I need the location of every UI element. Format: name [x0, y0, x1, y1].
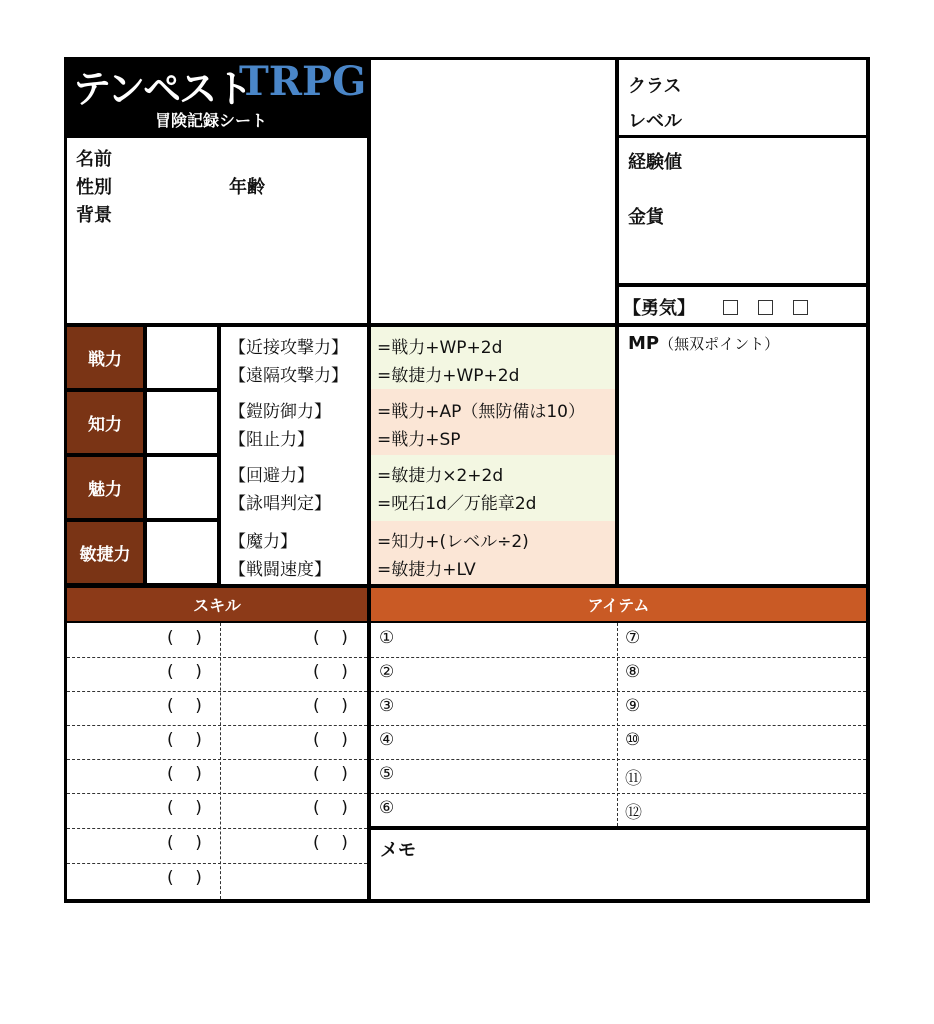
stat-value-binshouryoku[interactable] — [147, 522, 217, 583]
item-slot-6[interactable]: ⑥ — [379, 798, 395, 818]
skill-left-level-6[interactable]: ( ) — [167, 798, 202, 818]
mp-title — [628, 333, 779, 354]
sex-label: 性別 — [76, 177, 112, 198]
logo-kana: テンペスト — [73, 67, 252, 111]
mp-box[interactable] — [619, 327, 866, 584]
item-slot-2[interactable]: ② — [379, 662, 395, 682]
formula-label-evasion: 【回避力】 — [229, 466, 314, 486]
skill-right-level-7[interactable]: ( ) — [313, 833, 348, 853]
age-label: 年齢 — [229, 177, 265, 198]
courage-text: 【勇気】 — [623, 298, 695, 319]
item-row-divider — [371, 759, 866, 760]
skill-right-level-2[interactable]: ( ) — [313, 662, 348, 682]
sheet-subtitle: 冒険記録シート — [155, 111, 268, 130]
skill-right-level-4[interactable]: ( ) — [313, 730, 348, 750]
class-level-box — [619, 60, 866, 135]
skill-left-level-4[interactable]: ( ) — [167, 730, 202, 750]
formula-melee: =戦力+WP+2d — [377, 338, 503, 358]
stat-label-senryoku: 戦力 — [67, 327, 143, 388]
item-row-divider — [371, 793, 866, 794]
skill-right-level-1[interactable]: ( ) — [313, 628, 348, 648]
courage-checkbox-2[interactable] — [758, 300, 773, 315]
background-label: 背景 — [76, 205, 112, 226]
item-row-divider — [371, 725, 866, 726]
item-row-divider — [371, 691, 866, 692]
skill-right-level-3[interactable]: ( ) — [313, 696, 348, 716]
formula-label-ranged: 【遠隔攻撃力】 — [229, 366, 348, 386]
formula-column — [371, 327, 615, 584]
level-label: レベル — [628, 111, 682, 132]
item-slot-8[interactable]: ⑧ — [625, 662, 641, 682]
skill-left-level-5[interactable]: ( ) — [167, 764, 202, 784]
formula-label-armor: 【鎧防御力】 — [229, 402, 331, 422]
formula-magic: =知力+(レベル÷2) — [377, 532, 529, 552]
skill-list — [67, 623, 367, 899]
formula-speed: =敏捷力+LV — [377, 560, 476, 580]
formula-cast: =呪石1d／万能章2d — [377, 494, 537, 514]
item-slot-1[interactable]: ① — [379, 628, 395, 648]
formula-label-melee: 【近接攻撃力】 — [229, 338, 348, 358]
item-slot-7[interactable]: ⑦ — [625, 628, 641, 648]
item-slot-4[interactable]: ④ — [379, 730, 395, 750]
formula-label-column — [221, 327, 367, 584]
courage-box — [619, 287, 866, 323]
skill-right-level-6[interactable]: ( ) — [313, 798, 348, 818]
skill-left-level-3[interactable]: ( ) — [167, 696, 202, 716]
gold-label: 金貨 — [628, 207, 664, 228]
skill-column-divider — [220, 623, 221, 899]
skill-left-level-1[interactable]: ( ) — [167, 628, 202, 648]
formula-label-block: 【阻止力】 — [229, 430, 314, 450]
item-slot-12[interactable]: ⑫ — [625, 803, 642, 823]
item-slot-11[interactable]: ⑪ — [625, 769, 642, 789]
courage-checkbox-1[interactable] — [723, 300, 738, 315]
skill-left-level-8[interactable]: ( ) — [167, 868, 202, 888]
formula-label-speed: 【戦闘速度】 — [229, 560, 331, 580]
stat-label-binshouryoku: 敏捷力 — [67, 522, 143, 583]
skill-row-divider — [67, 691, 367, 692]
stat-value-chiryoku[interactable] — [147, 392, 217, 453]
skill-row-divider — [67, 759, 367, 760]
skill-right-level-5[interactable]: ( ) — [313, 764, 348, 784]
item-slot-5[interactable]: ⑤ — [379, 764, 395, 784]
skill-left-level-7[interactable]: ( ) — [167, 833, 202, 853]
name-label: 名前 — [76, 149, 112, 170]
memo-label: メモ — [380, 840, 416, 861]
formula-ranged: =敏捷力+WP+2d — [377, 366, 520, 386]
item-slot-9[interactable]: ⑨ — [625, 696, 641, 716]
exp-gold-box — [619, 138, 866, 283]
courage-checkbox-3[interactable] — [793, 300, 808, 315]
skill-row-divider — [67, 863, 367, 864]
exp-label: 経験値 — [628, 152, 682, 173]
formula-label-cast: 【詠唱判定】 — [229, 494, 331, 514]
item-slot-10[interactable]: ⑩ — [625, 730, 641, 750]
logo-trpg: TRPG — [239, 58, 367, 105]
stat-label-chiryoku: 知力 — [67, 392, 143, 453]
stat-value-miryoku[interactable] — [147, 457, 217, 518]
formula-armor: =戦力+AP（無防備は10） — [377, 402, 586, 422]
stat-value-senryoku[interactable] — [147, 327, 217, 388]
skill-row-divider — [67, 828, 367, 829]
skill-left-level-2[interactable]: ( ) — [167, 662, 202, 682]
class-label: クラス — [628, 76, 682, 97]
item-slot-3[interactable]: ③ — [379, 696, 395, 716]
formula-label-magic: 【魔力】 — [229, 532, 297, 552]
item-list — [371, 623, 866, 826]
mp-label: MP — [628, 333, 660, 354]
item-header: アイテム — [371, 588, 866, 621]
skill-row-divider — [67, 725, 367, 726]
mp-note: （無双ポイント） — [659, 335, 780, 353]
logo-block — [67, 60, 367, 135]
item-row-divider — [371, 657, 866, 658]
stat-label-miryoku: 魅力 — [67, 457, 143, 518]
memo-box[interactable] — [371, 830, 866, 899]
skill-row-divider — [67, 793, 367, 794]
portrait-box[interactable] — [371, 60, 615, 323]
profile-box — [67, 138, 367, 323]
skill-header: スキル — [67, 588, 367, 621]
skill-row-divider — [67, 657, 367, 658]
character-sheet — [64, 57, 870, 903]
formula-block: =戦力+SP — [377, 430, 461, 450]
formula-evasion: =敏捷力×2+2d — [377, 466, 504, 486]
courage-label — [623, 294, 808, 320]
